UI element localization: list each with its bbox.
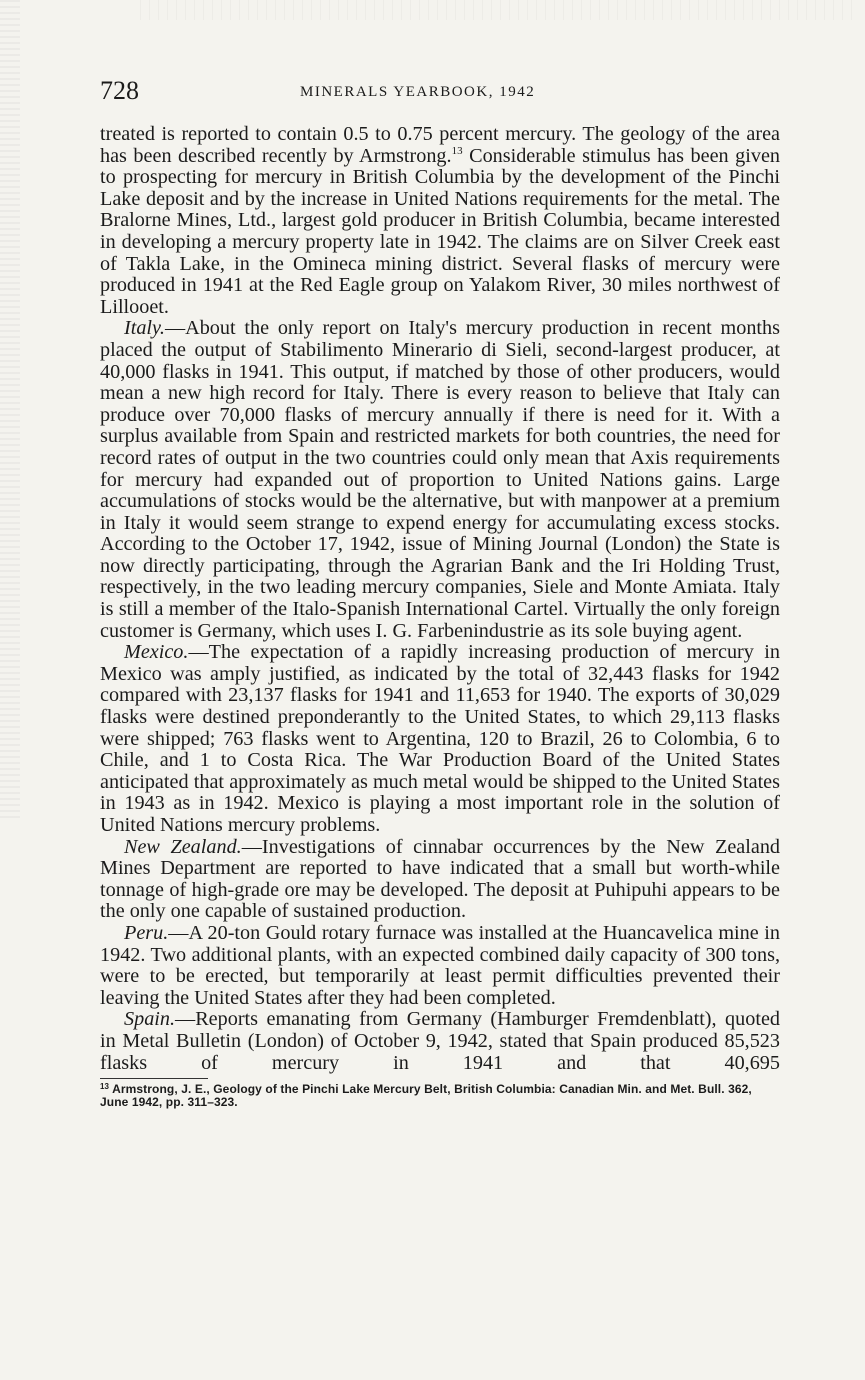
page-number: 728 xyxy=(100,76,139,105)
paragraph-mexico xyxy=(100,642,780,836)
paragraph-canada-continued xyxy=(100,124,780,318)
country-heading-italy: Italy. xyxy=(124,317,165,340)
peru-text: —A 20-ton Gould rotary furnace was installed at the Huancavelica mine in 1942. Two additional plants, with an expected combined daily capacity of 300 tons, were to be erected, but temporarily at least permit difficulties prevented their leaving the United States after they had been completed. xyxy=(100,921,780,1009)
footnote-marker: 13 xyxy=(100,1082,110,1092)
paragraph-new-zealand xyxy=(100,837,780,923)
new-zealand-text: —Investigations of cinnabar occurrences by the New Zealand Mines Department are reported to have indicated that a small but worth-while tonnage of high-grade ore may be developed. The deposit at Puhipuhi appears to be the only one capable of sustained production. xyxy=(100,835,781,923)
canada-text-b: Considerable stimulus has been given to prospecting for mercury in British Columbia by the development of the Pinchi Lake deposit and by the increase in United Nations requirements for the metal. The Bralorne Mines, Ltd., largest gold producer in British Columbia, became interested in developing a mercury property late in 1942. The claims are on Silver Creek east of Takla Lake, in the Omineca mining district. Several flasks of mercury were produced in 1941 at the Red Eagle group on Yalakom River, 30 miles northwest of Lillooet. xyxy=(100,144,780,318)
paragraph-peru xyxy=(100,923,780,1009)
paragraph-spain xyxy=(100,1009,780,1074)
running-head: MINERALS YEARBOOK, 1942 xyxy=(300,84,536,100)
country-heading-spain: Spain. xyxy=(124,1008,176,1031)
country-heading-mexico: Mexico. xyxy=(124,641,189,664)
spain-text: —Reports emanating from Germany (Hamburger Fremdenblatt), quoted in Metal Bulletin (London) of October 9, 1942, stated that Spain produced 85,523 flasks of mercury in 1941 and that 40,695 xyxy=(100,1008,780,1074)
footnote-13 xyxy=(100,1083,780,1109)
italy-text: —About the only report on Italy's mercury production in recent months placed the output of Stabilimento Minerario di Sieli, second-largest producer, at 40,000 flasks in 1941. This output, if matched by those of other producers, would mean a new high record for Italy. There is every reason to believe that Italy can produce over 70,000 flasks of mercury annually if there is need for it. With a surplus available from Spain and restricted markets for both countries, the need for record rates of output in the two countries could only mean that Axis requirements for mercury had expanded out of proportion to United Nations gains. Large accumulations of stocks would be the alternative, but with manpower at a premium in Italy it would seem strange to expend energy for accumulating excess stocks. According to the October 17, 1942, issue of Mining Journal (London) the State is now directly participating, through the Agrarian Bank and the Iri Holding Trust, respectively, in the two leading mercury companies, Siele and Monte Amiata. Italy is still a member of the Italo-Spanish International Cartel. Virtually the only foreign customer is Germany, which uses I. G. Farbenindustrie as its sole buying agent. xyxy=(100,317,780,642)
footnote-text: Armstrong, J. E., Geology of the Pinchi Lake Mercury Belt, British Columbia: Canadian Min. and Met. Bull. 362, June 1942, pp. 311–323. xyxy=(100,1082,752,1110)
document-page xyxy=(100,76,780,1109)
country-heading-new-zealand: New Zealand. xyxy=(124,835,242,858)
country-heading-peru: Peru. xyxy=(124,921,169,944)
page-header xyxy=(100,76,780,110)
body-text xyxy=(100,124,780,1074)
paragraph-italy xyxy=(100,318,780,642)
scan-edge-artifact xyxy=(0,0,20,820)
canada-text-a: treated is reported to contain 0.5 to 0.75 percent mercury. The geology of the area has been described recently by Armstrong. xyxy=(100,123,780,167)
mexico-text: —The expectation of a rapidly increasing production of mercury in Mexico was amply justified, as indicated by the total of 32,443 flasks for 1942 compared with 23,137 flasks for 1941 and 11,653 for 1940. The exports of 30,029 flasks were destined preponderantly to the United States, to which 29,113 flasks were shipped; 763 flasks went to Argentina, 120 to Brazil, 26 to Colombia, 6 to Chile, and 1 to Costa Rica. The War Production Board of the United States anticipated that approximately as much metal would be shipped to the United States in 1943 as in 1942. Mexico is playing a most important role in the solution of United Nations mercury problems. xyxy=(100,641,780,836)
footnote-ref-13: 13 xyxy=(451,144,463,157)
footnote-divider xyxy=(100,1078,208,1079)
scan-top-artifact xyxy=(140,0,860,20)
